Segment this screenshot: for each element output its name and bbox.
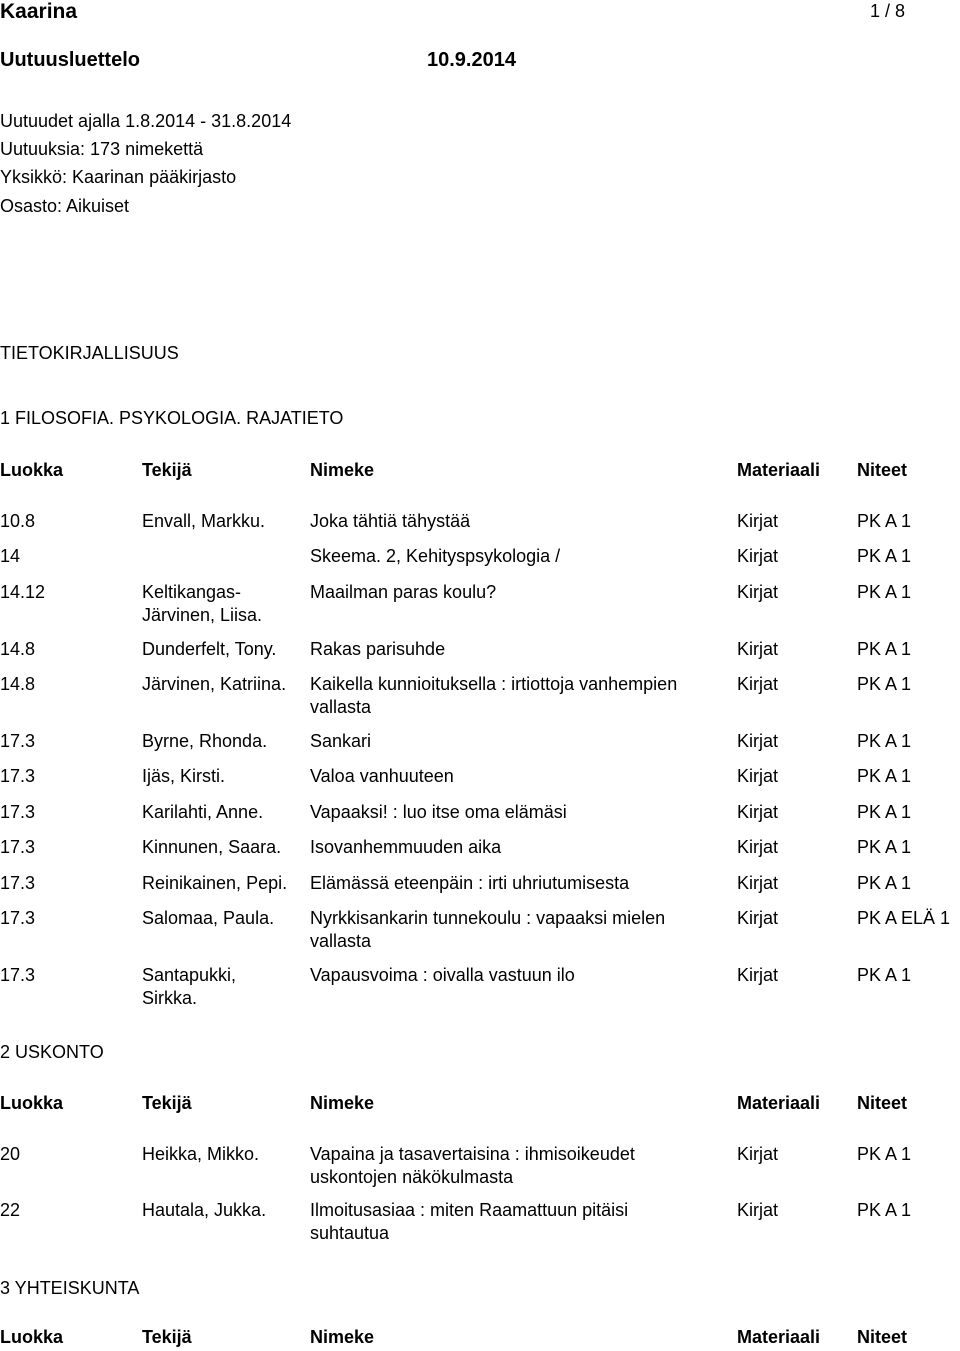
column-materiaali: Materiaali — [737, 1327, 821, 1347]
meta-department: Osasto: Aikuiset — [0, 196, 130, 216]
cell-luokka: 20 — [0, 1144, 21, 1164]
cell-materiaali: Kirjat — [737, 802, 779, 822]
cell-materiaali: Kirjat — [737, 511, 779, 531]
cell-nimeke: Rakas parisuhde — [310, 639, 446, 659]
page-number: 1 / 8 — [870, 1, 906, 21]
document-date: 10.9.2014 — [427, 49, 516, 71]
cell-nimeke: Isovanhemmuuden aika — [310, 837, 502, 857]
column-nimeke: Nimeke — [310, 1093, 375, 1113]
cell-niteet: PK A 1 — [857, 802, 912, 822]
cell-luokka: 14 — [0, 546, 21, 566]
cell-tekija: Järvinen, Katriina. — [142, 674, 287, 694]
cell-luokka: 22 — [0, 1200, 21, 1220]
cell-luokka: 17.3 — [0, 731, 36, 751]
cell-niteet: PK A 1 — [857, 1144, 912, 1164]
cell-tekija: Karilahti, Anne. — [142, 802, 264, 822]
cell-tekija: Keltikangas-Järvinen, Liisa. — [142, 582, 263, 625]
cell-nimeke: Ilmoitusasiaa : miten Raamattuun pitäisi suhtautua — [310, 1200, 629, 1243]
category-heading: TIETOKIRJALLISUUS — [0, 343, 179, 363]
cell-luokka: 17.3 — [0, 965, 36, 985]
cell-nimeke: Joka tähtiä tähystää — [310, 511, 471, 531]
column-luokka: Luokka — [0, 1327, 64, 1347]
cell-materiaali: Kirjat — [737, 1200, 779, 1220]
cell-nimeke: Vapaina ja tasavertaisina : ihmisoikeudet uskontojen näkökulmasta — [310, 1144, 635, 1187]
meta-count: Uutuuksia: 173 nimekettä — [0, 139, 204, 159]
cell-niteet: PK A 1 — [857, 965, 912, 985]
cell-niteet: PK A 1 — [857, 582, 912, 602]
cell-tekija: Kinnunen, Saara. — [142, 837, 282, 857]
cell-tekija: Ijäs, Kirsti. — [142, 766, 226, 786]
cell-nimeke: Nyrkkisankarin tunnekoulu : vapaaksi mielen vallasta — [310, 908, 666, 951]
column-materiaali: Materiaali — [737, 1093, 821, 1113]
section-heading: 2 USKONTO — [0, 1042, 104, 1062]
cell-niteet: PK A ELÄ 1 — [857, 908, 951, 928]
cell-materiaali: Kirjat — [737, 873, 779, 893]
cell-tekija: Dunderfelt, Tony. — [142, 639, 277, 659]
cell-materiaali: Kirjat — [737, 837, 779, 857]
cell-nimeke: Maailman paras koulu? — [310, 582, 497, 602]
cell-materiaali: Kirjat — [737, 639, 779, 659]
cell-tekija: Salomaa, Paula. — [142, 908, 275, 928]
cell-luokka: 17.3 — [0, 766, 36, 786]
cell-nimeke: Vapausvoima : oivalla vastuun ilo — [310, 965, 575, 985]
column-tekija: Tekijä — [142, 460, 192, 480]
cell-tekija: Envall, Markku. — [142, 511, 266, 531]
cell-luokka: 14.12 — [0, 582, 46, 602]
cell-niteet: PK A 1 — [857, 639, 912, 659]
column-luokka: Luokka — [0, 1093, 64, 1113]
cell-nimeke: Skeema. 2, Kehityspsykologia / — [310, 546, 561, 566]
cell-niteet: PK A 1 — [857, 546, 912, 566]
section-heading: 1 FILOSOFIA. PSYKOLOGIA. RAJATIETO — [0, 408, 344, 428]
cell-materiaali: Kirjat — [737, 766, 779, 786]
column-nimeke: Nimeke — [310, 460, 375, 480]
cell-tekija: Santapukki, Sirkka. — [142, 965, 237, 1008]
cell-luokka: 17.3 — [0, 908, 36, 928]
column-niteet: Niteet — [857, 460, 908, 480]
cell-luokka: 17.3 — [0, 873, 36, 893]
cell-materiaali: Kirjat — [737, 546, 779, 566]
cell-materiaali: Kirjat — [737, 582, 779, 602]
cell-tekija: Byrne, Rhonda. — [142, 731, 268, 751]
cell-nimeke: Kaikella kunnioituksella : irtiottoja vanhempien vallasta — [310, 674, 678, 717]
cell-materiaali: Kirjat — [737, 965, 779, 985]
section-heading: 3 YHTEISKUNTA — [0, 1278, 140, 1298]
cell-materiaali: Kirjat — [737, 1144, 779, 1164]
cell-materiaali: Kirjat — [737, 674, 779, 694]
column-niteet: Niteet — [857, 1093, 908, 1113]
cell-luokka: 10.8 — [0, 511, 36, 531]
column-niteet: Niteet — [857, 1327, 908, 1347]
cell-tekija: Heikka, Mikko. — [142, 1144, 260, 1164]
cell-luokka: 17.3 — [0, 802, 36, 822]
cell-niteet: PK A 1 — [857, 766, 912, 786]
cell-niteet: PK A 1 — [857, 1200, 912, 1220]
meta-unit: Yksikkö: Kaarinan pääkirjasto — [0, 167, 237, 187]
cell-nimeke: Valoa vanhuuteen — [310, 766, 454, 786]
cell-luokka: 14.8 — [0, 639, 36, 659]
cell-materiaali: Kirjat — [737, 908, 779, 928]
column-luokka: Luokka — [0, 460, 64, 480]
column-tekija: Tekijä — [142, 1327, 192, 1347]
document-title: Uutuusluettelo — [0, 49, 140, 71]
cell-luokka: 17.3 — [0, 837, 36, 857]
column-nimeke: Nimeke — [310, 1327, 375, 1347]
column-materiaali: Materiaali — [737, 460, 821, 480]
cell-niteet: PK A 1 — [857, 511, 912, 531]
meta-date-range: Uutuudet ajalla 1.8.2014 - 31.8.2014 — [0, 111, 292, 131]
cell-niteet: PK A 1 — [857, 674, 912, 694]
cell-nimeke: Sankari — [310, 731, 372, 751]
library-name: Kaarina — [0, 0, 78, 23]
cell-tekija: Reinikainen, Pepi. — [142, 873, 288, 893]
cell-tekija: Hautala, Jukka. — [142, 1200, 267, 1220]
cell-luokka: 14.8 — [0, 674, 36, 694]
cell-niteet: PK A 1 — [857, 873, 912, 893]
cell-niteet: PK A 1 — [857, 837, 912, 857]
cell-materiaali: Kirjat — [737, 731, 779, 751]
cell-niteet: PK A 1 — [857, 731, 912, 751]
cell-nimeke: Vapaaksi! : luo itse oma elämäsi — [310, 802, 567, 822]
cell-nimeke: Elämässä eteenpäin : irti uhriutumisesta — [310, 873, 630, 893]
column-tekija: Tekijä — [142, 1093, 192, 1113]
